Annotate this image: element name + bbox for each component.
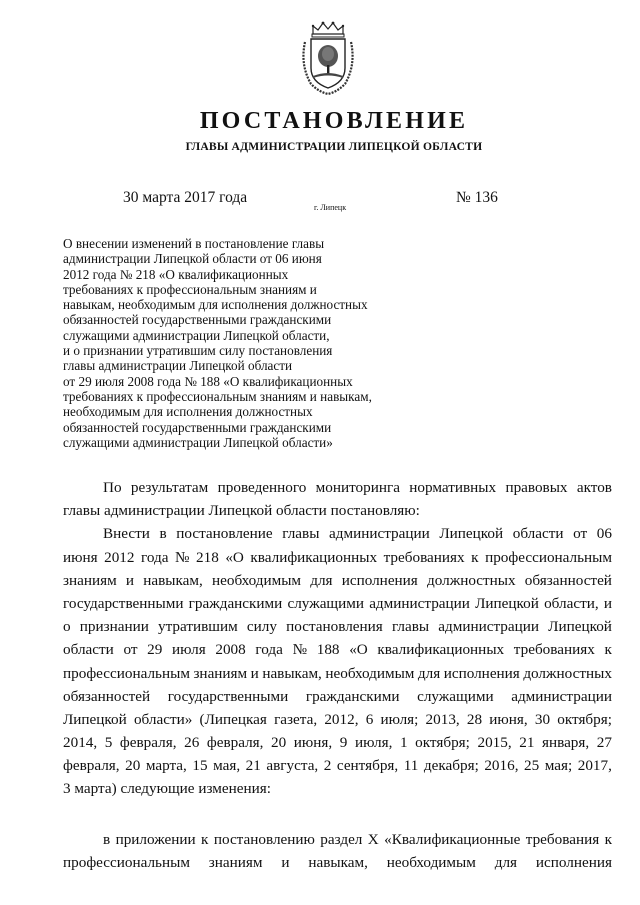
document-city: г. Липецк xyxy=(314,203,347,212)
body-line: февраля, 20 марта, 15 мая, 21 августа, 2 сентября, 11 декабря; 2016, 25 мая; 2017, xyxy=(63,757,612,775)
document-subject xyxy=(63,236,423,450)
body-line: знаниям и навыкам, необходимым для исполнения должностных обязанностей xyxy=(63,571,612,589)
subject-line: служащими администрации Липецкой области, xyxy=(63,327,330,343)
subject-line: необходимым для исполнения должностных xyxy=(63,404,313,420)
body-line: 2014, 5 февраля, 26 февраля, 20 июня, 9 июля, 1 октября; 2015, 21 января, 27 xyxy=(63,734,612,752)
subject-line: служащими администрации Липецкой области» xyxy=(63,434,333,450)
body-line: в приложении к постановлению раздел X «Квалификационные требования к xyxy=(103,830,612,848)
body-line: Липецкой области» (Липецкая газета, 2012, 6 июля; 2013, 28 июня, 30 октября; xyxy=(63,710,612,728)
subject-line: О внесении изменений в постановление главы xyxy=(63,236,325,251)
body-line: государственными гражданскими служащими администрации Липецкой области, и xyxy=(63,594,612,612)
lipetsk-coat-of-arms-icon xyxy=(297,20,359,96)
body-line: 3 марта) следующие изменения: xyxy=(63,780,271,798)
document-number: № 136 xyxy=(456,189,498,206)
body-line: главы администрации Липецкой области постановляю: xyxy=(63,502,420,520)
body-line: профессиональным знаниям и навыкам, необходимым для исполнения xyxy=(63,853,612,871)
body-line: По результатам проведенного мониторинга нормативных правовых актов xyxy=(103,479,612,496)
subject-line: и о признании утратившим силу постановления xyxy=(63,343,333,359)
document-body xyxy=(63,476,612,874)
document-title: ПОСТАНОВЛЕНИЕ xyxy=(199,108,469,134)
subject-line: от 29 июля 2008 года № 188 «О квалификационных xyxy=(63,373,353,389)
issuer-subtitle: ГЛАВЫ АДМИНИСТРАЦИИ ЛИПЕЦКОЙ ОБЛАСТИ xyxy=(185,140,483,153)
body-line: Внести в постановление главы администрации Липецкой области от 06 xyxy=(103,525,612,543)
body-line: обязанностей государственными гражданскими служащими администрации xyxy=(63,687,612,705)
body-line: о признании утратившим силу постановления главы администрации Липецкой xyxy=(63,618,612,636)
subject-line: требованиях к профессиональным знаниям и навыкам, xyxy=(63,388,372,404)
subject-line: обязанностей государственными гражданскими xyxy=(63,312,332,328)
subject-line: обязанностей государственными гражданскими xyxy=(63,419,332,435)
subject-line: администрации Липецкой области от 06 июня xyxy=(63,251,322,267)
subject-line: главы администрации Липецкой области xyxy=(63,358,293,374)
subject-line: требованиях к профессиональным знаниям и xyxy=(63,281,317,297)
body-line: июня 2012 года № 218 «О квалификационных требованиях к профессиональным xyxy=(63,548,612,566)
document-date: 30 марта 2017 года xyxy=(123,189,248,206)
body-line: профессиональным знаниям и навыкам, необходимым для исполнения должностных xyxy=(63,664,612,682)
subject-line: 2012 года № 218 «О квалификационных xyxy=(63,266,289,282)
body-line: области от 29 июля 2008 года № 188 «О квалификационных требованиях к xyxy=(63,641,612,659)
subject-line: навыкам, необходимым для исполнения должностных xyxy=(63,297,368,313)
